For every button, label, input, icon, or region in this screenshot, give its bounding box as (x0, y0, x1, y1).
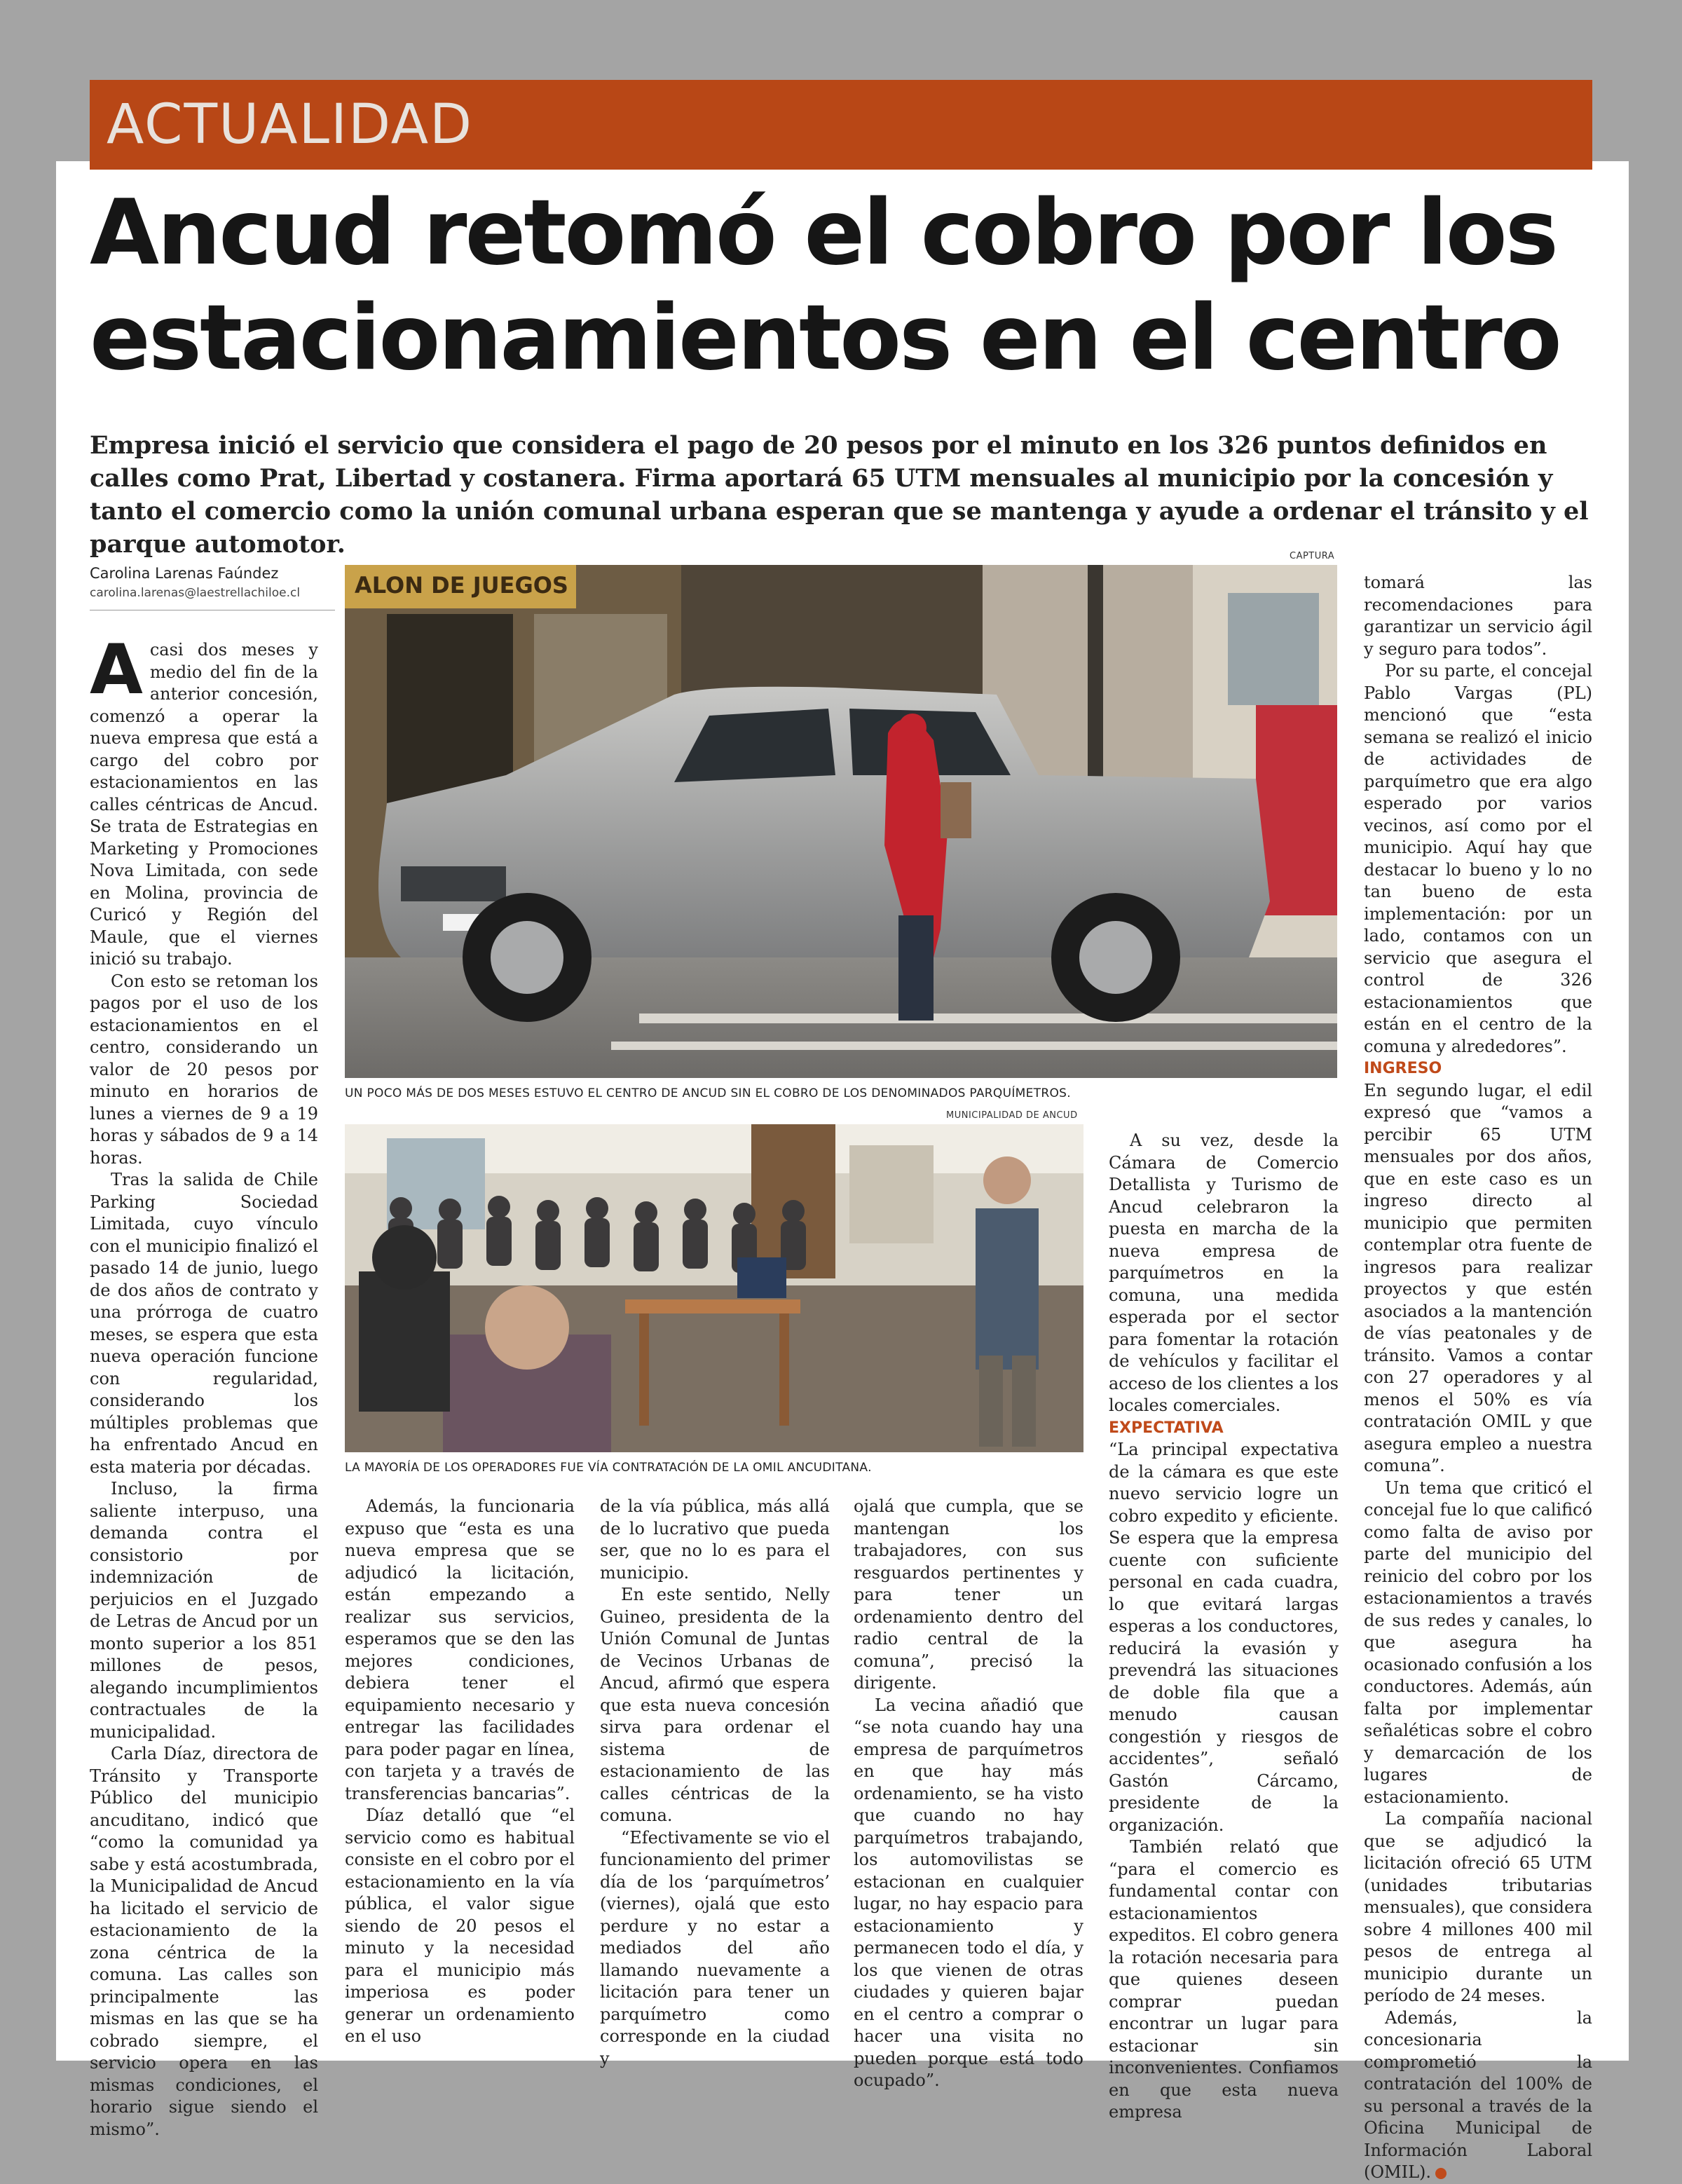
author-email: carolina.larenas@laestrellachiloe.cl (90, 586, 301, 600)
col1-p1 (90, 630, 318, 971)
col1-p3: Tras la salida de Chile Parking Sociedad Limitada, cuyo vínculo con el municipio finalizó el pasado 14 de junio, luego de dos años de contrato y una prórroga de cuatro meses, se espera que esta nueva operación funcione con regularidad, considerando los múltiples problemas que ha enfrentado Ancud en esta materia por décadas. (90, 1170, 318, 1477)
section-label: ACTUALIDAD (107, 93, 474, 156)
article-column-5 (1109, 1130, 1339, 2124)
article-column-1 (90, 630, 318, 2141)
col2-p1: Además, la funcionaria expuso que “esta es una nueva empresa que se adjudicó la licitación, están empezando a realizar sus servicios, esperamos que se den las mejores condiciones, debiera tener el equipamiento necesario y entregar las facilidades para poder pagar en línea, con tarjeta y a través de transferencias bancarias”. (345, 1496, 575, 1803)
col1-p2: Con esto se retoman los pagos por el uso de los estacionamientos en el centro, considerando un valor de 20 pesos por minuto en horarios de lunes a viernes de 9 a 19 horas y sábados de 9 a 14 horas. (90, 971, 318, 1168)
col1-p5: Carla Díaz, directora de Tránsito y Transporte Público del municipio ancuditano, indicó que “como la comunidad ya sabe y está acostumbrada, la Municipalidad de Ancud ha licitado el servicio de estacionamiento de la zona céntrica de la comuna. Las calles son principalmente las mismas en las que se ha cobrado siempre, el servicio opera en las mismas condiciones, el horario sigue siendo el mismo”. (90, 1744, 318, 2139)
photo-parking-truck (345, 565, 1337, 1078)
photo2-caption: LA MAYORÍA DE LOS OPERADORES FUE VÍA CONTRATACIÓN DE LA OMIL ANCUDITANA. (345, 1461, 872, 1475)
col3-p1: de la vía pública, más allá de lo lucrativo que pueda ser, que no lo es para el municipio. (600, 1496, 830, 1583)
headline: Ancud retomó el cobro por los estacionamientos en el centro (90, 181, 1560, 390)
col6-p2: Por su parte, el concejal Pablo Vargas (PL) mencionó que “esta semana se realizó el inicio de actividades de parquímetro que era algo esperado por varios vecinos, así como por el municipio. Aquí hay que destacar lo bueno y lo no tan bueno de esta implementación: por un lado, contamos con un servicio que asegura el control de 326 estacionamientos que están en el centro de la comuna y alrededores”. (1364, 661, 1592, 1056)
sign-text: ALON DE JUEGOS (355, 572, 568, 599)
photo-operators-meeting (345, 1124, 1083, 1452)
photo1-caption: UN POCO MÁS DE DOS MESES ESTUVO EL CENTRO DE ANCUD SIN EL COBRO DE LOS DENOMINADOS PARQUÍMETROS. (345, 1086, 1071, 1100)
article-column-6 (1364, 572, 1592, 2184)
col4-p1: ojalá que cumpla, que se mantengan los trabajadores, con sus resguardos pertinentes y para tener un ordenamiento dentro del radio central de la comuna”, precisó la dirigente. (854, 1496, 1083, 1693)
col2-p2: Díaz detalló que “el servicio como es habitual consiste en el cobro por el estacionamiento en la vía pública, el valor sigue siendo de 20 pesos el minuto y la necesidad para el municipio más imperiosa es poder generar un ordenamiento en el uso (345, 1806, 575, 2046)
col5-p2: “La principal expectativa de la cámara es que este nuevo servicio logre un cobro expedito y eficiente. Se espera que la empresa cuente con suficiente personal en cada cuadra, lo que evitará largas esperas a los conductores, reducirá la evasión y prevendrá las situaciones de doble fila que a menudo causan congestión y riesgos de accidentes”, señaló Gastón Cárcamo, presidente de la organización. (1109, 1440, 1339, 1835)
photo-parking-truck-image (345, 565, 1337, 1078)
dropcap: A (90, 630, 143, 710)
section-banner (90, 80, 1592, 170)
article-column-2 (345, 1496, 575, 2048)
col3-p2: En este sentido, Nelly Guineo, presidenta de la Unión Comunal de Juntas de Vecinos Urbanas de Ancud, afirmó que espera que esta nueva concesión sirva para ordenar el sistema de estacionamiento de las calles céntricas de la comuna. (600, 1585, 830, 1825)
col6-p6-text: Además, la concesionaria comprometió la contratación del 100% de su personal a través de la Oficina Municipal de Información Laboral (OMIL). (1364, 2007, 1592, 2182)
deck: Empresa inició el servicio que considera el pago de 20 pesos por el minuto en los 326 puntos definidos en calles como Prat, Libertad y costanera. Firma aportará 65 UTM mensuales al municipio por la concesión y tanto el comercio como la unión comunal urbana esperan que se mantenga y ayude a ordenar el tránsito y el parque automotor. (90, 431, 1589, 559)
col1-p1-text: casi dos meses y medio del fin de la anterior concesión, comenzó a operar la nueva empresa que está a cargo del cobro por estacionamientos en las calles céntricas de Ancud. Se trata de Estrategias en Marketing y Promociones Nova Limitada, con sede en Molina, provincia de Curicó y Región del Maule, que el viernes inició su trabajo. (90, 640, 318, 969)
col3-p3: “Efectivamente se vio el funcionamiento del primer día de los ‘parquímetros’ (viernes), ojalá que esto perdure y no estar a mediados del año llamando nuevamente a licitación para tener un parquímetro como corresponde en la ciudad y (600, 1827, 830, 2068)
col6-p5: La compañía nacional que se adjudicó la licitación ofreció 65 UTM (unidades tributarias mensuales), que considera sobre 4 millones 400 mil pesos de entrega al municipio durante un período de 24 meses. (1364, 1809, 1592, 2005)
col6-p3: En segundo lugar, el edil expresó que “vamos a percibir 65 UTM mensuales por dos años, que en este caso es un ingreso directo al municipio que permiten contemplar otra fuente de ingresos para realizar proyectos y que estén asociados a la mantención de vías peatonales y de tránsito. Vamos a contar con 27 operadores y al menos el 50% es vía contratación OMIL y que asegura empleo a nuestra comuna”. (1364, 1080, 1592, 1475)
col1-p4: Incluso, la firma saliente interpuso, una demanda contra el consistorio por indemnización de perjuicios en el Juzgado de Letras de Ancud por un monto superior a los 851 millones de pesos, alegando incumplimientos contractuales de la municipalidad. (90, 1479, 318, 1742)
article-column-4 (854, 1496, 1083, 2092)
photo1-credit: CAPTURA (1290, 551, 1335, 561)
article-column-3 (600, 1496, 830, 2070)
byline (90, 565, 335, 610)
author-name: Carolina Larenas Faúndez (90, 565, 279, 582)
col5-p3: También relató que “para el comercio es fundamental contar con estacionamientos expeditos. El cobro genera la rotación necesaria para que quienes deseen comprar puedan encontrar un lugar para estacionar sin inconvenientes. Confiamos en que esta nueva empresa (1109, 1837, 1339, 2122)
photo-operators-meeting-image (345, 1124, 1083, 1452)
col5-p1: A su vez, desde la Cámara de Comercio Detallista y Turismo de Ancud celebraron la puesta en marcha de la nueva empresa de parquímetros en la comuna, una medida esperada por el sector para fomentar la rotación de vehículos y facilitar el acceso de los clientes a los locales comerciales. (1109, 1131, 1339, 1415)
col6-p1: tomará las recomendaciones para garantizar un servicio ágil y seguro para todos”. (1364, 573, 1592, 659)
photo2-credit: MUNICIPALIDAD DE ANCUD (946, 1110, 1078, 1121)
subhead-ingreso: INGRESO (1364, 1060, 1442, 1077)
col4-p2: La vecina añadió que “se nota cuando hay una empresa de parquímetros en que hay más ordenamiento, se ha visto que cuando no hay parquímetros trabajando, los automovilistas se estacionan en cualquier lugar, no hay espacio para estacionamiento y permanecen todo el día, y los que vienen de otras ciudades y quieren bajar en el centro a comprar o hacer una visita no pueden porque está todo ocupado”. (854, 1695, 1083, 2090)
col6-p6 (1364, 2007, 1592, 2184)
col6-p4: Un tema que criticó el concejal fue lo que calificó como falta de aviso por parte del municipio del reinicio del cobro por los estacionamientos a través de sus redes y canales, lo que asegura ha ocasionado confusión a los conductores. Además, aún falta por implementar señaléticas sobre el cobro y demarcación de los lugares de estacionamiento. (1364, 1477, 1592, 1807)
subhead-expectativa: EXPECTATIVA (1109, 1419, 1224, 1437)
end-of-article-icon (1435, 2168, 1447, 2179)
